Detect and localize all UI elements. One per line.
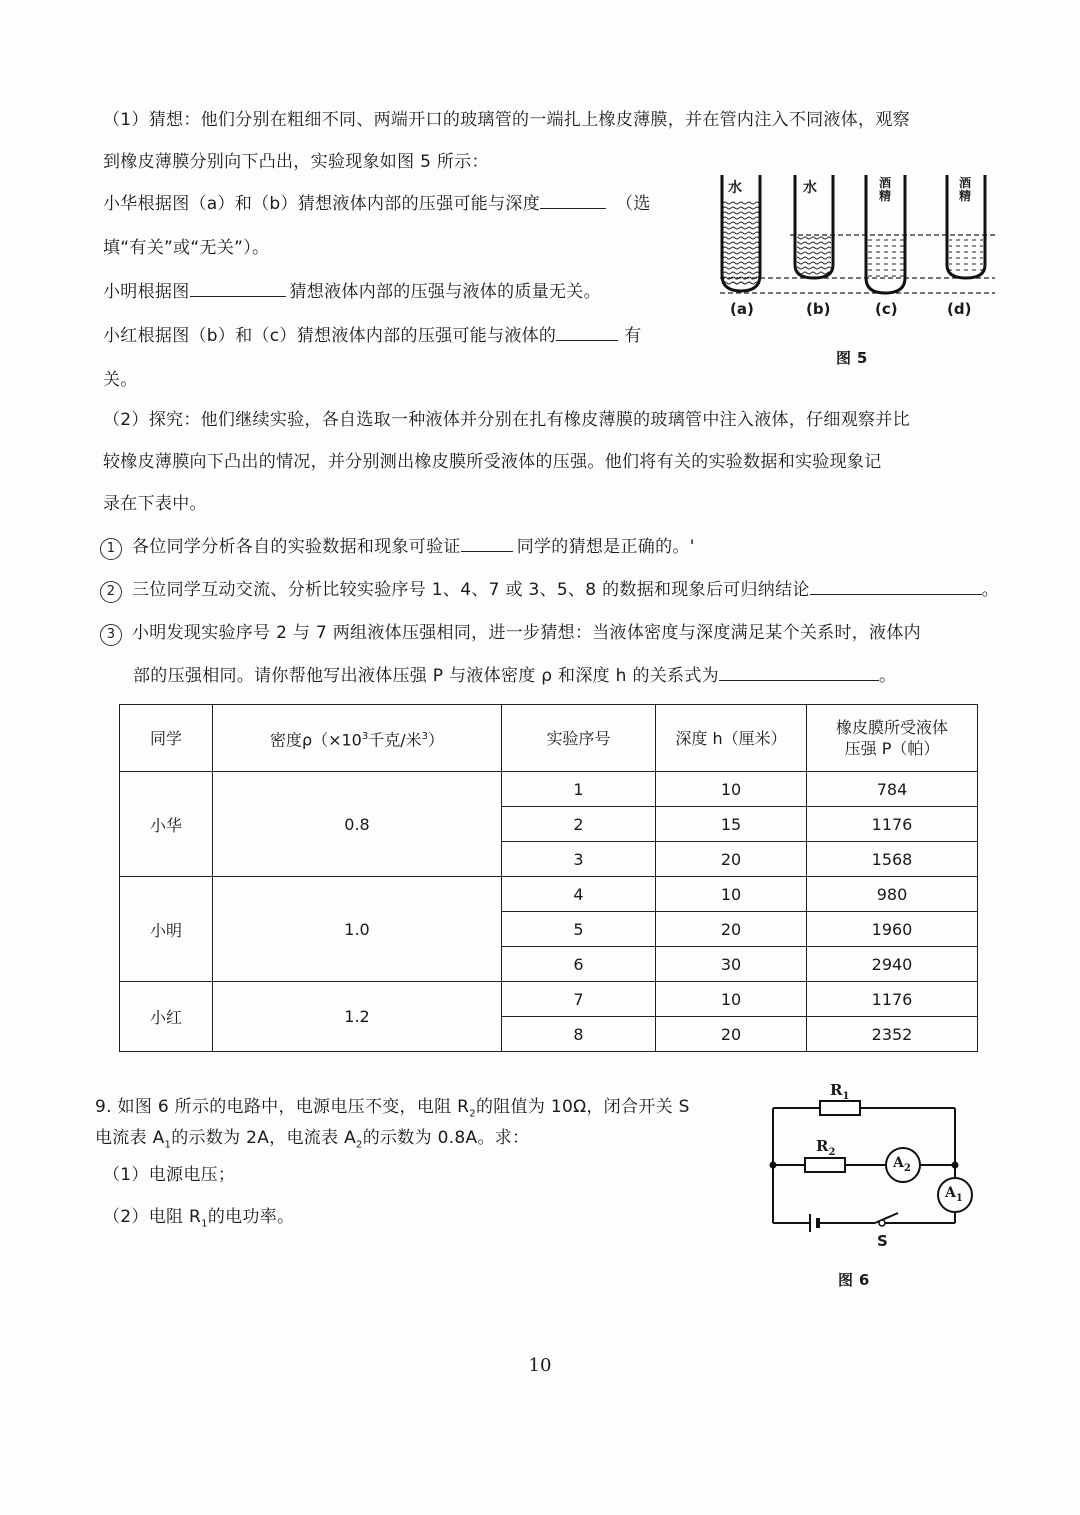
- xiaoming-text-2: 猜想液体内部的压强与液体的质量无关。: [289, 282, 601, 302]
- tube-b-label: 水: [803, 180, 817, 196]
- q2-text: 三位同学互动交流、分析比较实验序号 1、4、7 或 3、5、8 的数据和现象后可归纳结论: [132, 580, 810, 600]
- page-number: 10: [528, 1355, 552, 1376]
- table-row: [120, 772, 978, 807]
- header-pressure: 橡皮膜所受液体 压强 P（帕）: [807, 705, 978, 772]
- pressure-cell: 1960: [807, 912, 978, 947]
- panel-label-a: (a): [730, 300, 754, 318]
- xiaohua-text: 小华根据图（a）和（b）猜想液体内部的压强可能与深度: [103, 194, 541, 214]
- q2-text-2: 。: [981, 580, 1000, 600]
- switch-contact: [879, 1220, 885, 1226]
- depth-cell: 15: [656, 807, 807, 842]
- answer-blank[interactable]: [540, 192, 606, 209]
- number-circle-3: 3: [100, 624, 122, 646]
- density-cell: 1.2: [213, 982, 502, 1052]
- depth-cell: 20: [656, 912, 807, 947]
- xiaoming-guess: [103, 280, 601, 304]
- junction-dot: [952, 1162, 959, 1169]
- header-student: 同学: [120, 705, 213, 772]
- seq-cell: 3: [502, 842, 656, 877]
- xiaohua-text-2: （选: [616, 194, 651, 214]
- pressure-cell: 784: [807, 772, 978, 807]
- q1-text-2: 同学的猜想是正确的。': [516, 537, 695, 557]
- density-cell: 0.8: [213, 772, 502, 877]
- tube-a-label: 水: [728, 180, 742, 196]
- depth-cell: 20: [656, 1017, 807, 1052]
- header-seq: 实验序号: [502, 705, 656, 772]
- panel-label-d: (d): [947, 300, 972, 318]
- number-circle-2: 2: [100, 581, 122, 603]
- answer-blank[interactable]: [810, 578, 982, 595]
- resistor-r2: [805, 1158, 845, 1172]
- student-cell: 小华: [120, 772, 213, 877]
- table-row: [120, 877, 978, 912]
- junction-dot: [770, 1162, 777, 1169]
- header-depth: 深度 h（厘米）: [656, 705, 807, 772]
- r1-label: $R_1$: [830, 1081, 850, 1102]
- r2-label: $R_2$: [816, 1137, 836, 1158]
- answer-blank[interactable]: [719, 664, 879, 681]
- pressure-cell: 1176: [807, 807, 978, 842]
- xiaohong-guess-cont: 关。: [103, 370, 138, 390]
- question-2: [100, 578, 999, 603]
- seq-cell: 7: [502, 982, 656, 1017]
- density-cell: 1.0: [213, 877, 502, 982]
- seq-cell: 5: [502, 912, 656, 947]
- figure-5-caption: 图 5: [836, 349, 868, 367]
- xiaohong-text: 小红根据图（b）和（c）猜想液体内部的压强可能与液体的: [103, 326, 557, 346]
- panel-label-b: (b): [806, 300, 831, 318]
- guess-line-1: （1）猜想：他们分别在粗细不同、两端开口的玻璃管的一端扎上橡皮薄膜，并在管内注入不同液体，观察: [103, 110, 910, 130]
- xiaohua-guess-cont: 填“有关”或“无关”）。: [103, 238, 270, 258]
- q3-text-3: 。: [878, 666, 897, 686]
- question-3-cont: [133, 664, 896, 688]
- figure-6-circuit: [760, 1075, 980, 1255]
- tube-c-label: 酒精: [879, 176, 892, 203]
- data-table: [119, 704, 978, 1052]
- student-cell: 小红: [120, 982, 213, 1052]
- pressure-cell: 1176: [807, 982, 978, 1017]
- xiaohong-text-2: 有: [624, 326, 642, 346]
- depth-cell: 10: [656, 772, 807, 807]
- question-1: [100, 535, 695, 560]
- seq-cell: 2: [502, 807, 656, 842]
- a1-label: $A_1$: [945, 1185, 963, 1204]
- question-3: [100, 621, 921, 646]
- answer-blank[interactable]: [556, 324, 618, 341]
- q9-sub-1: （1）电源电压；: [103, 1165, 236, 1185]
- depth-cell: 10: [656, 877, 807, 912]
- guess-line-2: 到橡皮薄膜分别向下凸出，实验现象如图 5 所示：: [103, 152, 489, 172]
- seq-cell: 8: [502, 1017, 656, 1052]
- answer-blank[interactable]: [190, 280, 286, 297]
- tube-d-label: 酒精: [959, 176, 972, 203]
- q9-sub-2: （2）电阻 $R_1$的电功率。: [103, 1207, 295, 1230]
- pressure-cell: 1568: [807, 842, 978, 877]
- q3-text: 小明发现实验序号 2 与 7 两组液体压强相同，进一步猜想：当液体密度与深度满足某个关系时，液体内: [132, 623, 921, 643]
- pressure-cell: 2352: [807, 1017, 978, 1052]
- number-circle-1: 1: [100, 538, 122, 560]
- q1-text: 各位同学分析各自的实验数据和现象可验证: [132, 537, 461, 557]
- answer-blank[interactable]: [461, 535, 513, 552]
- seq-cell: 4: [502, 877, 656, 912]
- seq-cell: 6: [502, 947, 656, 982]
- xiaoming-text: 小明根据图: [103, 282, 190, 302]
- a2-label: $A_2$: [893, 1155, 911, 1174]
- explore-line-3: 录在下表中。: [103, 494, 207, 514]
- depth-cell: 20: [656, 842, 807, 877]
- circuit-drawing: [760, 1075, 980, 1255]
- xiaohua-guess: [103, 192, 651, 216]
- explore-line-1: （2）探究：他们继续实验，各自选取一种液体并分别在扎有橡皮薄膜的玻璃管中注入液体，仔细观察并比: [103, 410, 910, 430]
- depth-cell: 30: [656, 947, 807, 982]
- resistor-r1: [820, 1101, 860, 1115]
- pressure-cell: 2940: [807, 947, 978, 982]
- switch-blade: [875, 1213, 898, 1223]
- header-density: 密度$\rho(\times 10^3$千克/米$^3$）: [213, 705, 502, 772]
- q9-line-1: 9. 如图 6 所示的电路中，电源电压不变，电阻 $R_2$的阻值为 10Ω，闭合开关 S: [95, 1097, 690, 1120]
- depth-cell: 10: [656, 982, 807, 1017]
- q3-text-2: 部的压强相同。请你帮他写出液体压强 P 与液体密度 ρ 和深度 h 的关系式为: [133, 666, 719, 686]
- q9-line-2: 电流表 $A_1$的示数为 2A，电流表 $A_2$的示数为 0.8A。求：: [95, 1128, 530, 1151]
- xiaohong-guess: [103, 324, 642, 348]
- student-cell: 小明: [120, 877, 213, 982]
- table-row: [120, 982, 978, 1017]
- table-header-row: [120, 705, 978, 772]
- pressure-cell: 980: [807, 877, 978, 912]
- figure-5: [715, 165, 1005, 325]
- explore-line-2: 较橡皮薄膜向下凸出的情况，并分别测出橡皮膜所受液体的压强。他们将有关的实验数据和实验现象记: [103, 452, 882, 472]
- seq-cell: 1: [502, 772, 656, 807]
- panel-label-c: (c): [875, 300, 898, 318]
- switch-label: S: [877, 1232, 888, 1250]
- figure-6-caption: 图 6: [838, 1271, 870, 1289]
